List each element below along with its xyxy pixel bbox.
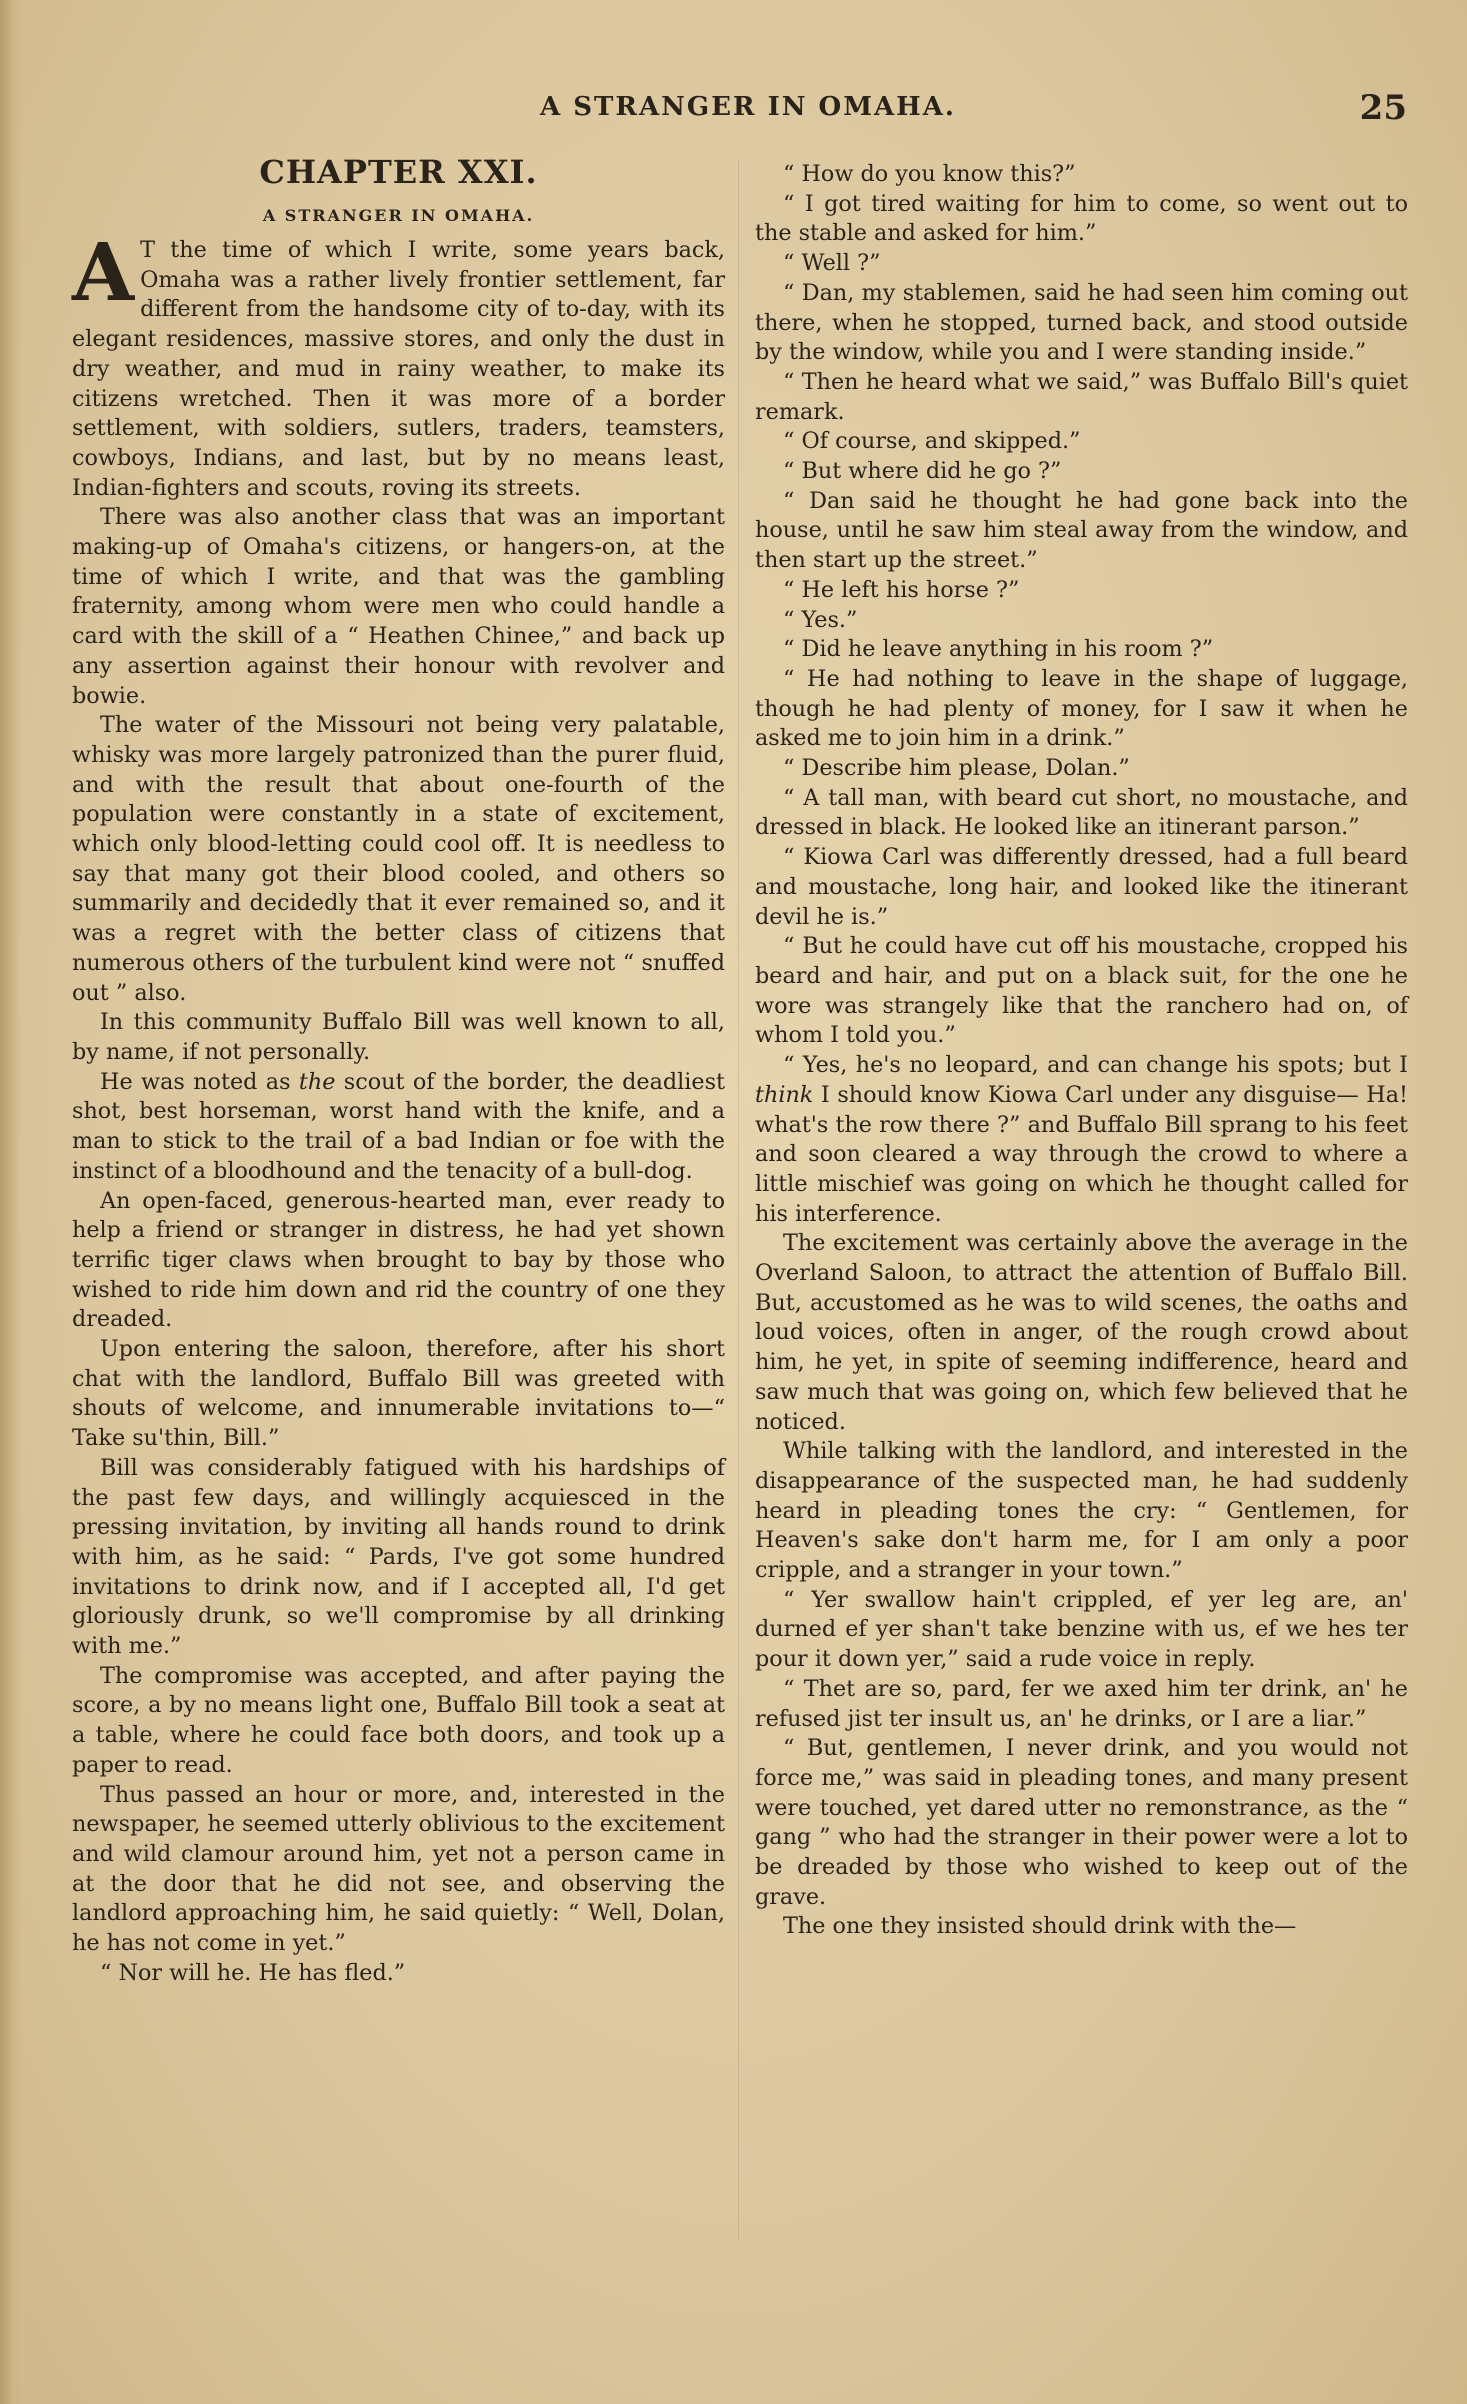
- running-title: A STRANGER IN OMAHA.: [540, 92, 956, 122]
- paragraph: “ But where did he go ?”: [783, 458, 1062, 485]
- left-column: [72, 150, 725, 1988]
- paragraph: “ Nor will he. He has fled.”: [100, 1959, 406, 1986]
- right-column: [755, 160, 1408, 1942]
- paragraph: The water of the Missouri not being very palatable, whisky was more largely patronized than the purer fluid, and with the result that about one-fourth of the population were constantly in a state of excitement, which only blood-letting could cool off. It is needless to say that many got their blood cooled, and others so summarily and decidedly that it ever remained so, and it was a regret with the better class of citizens that numerous others of the turbulent kind were not “ snuffed out ” also.: [72, 712, 725, 1006]
- paragraph: “ He had nothing to leave in the shape of luggage, though he had plenty of money, for I saw it when he asked me to join him in a drink.”: [755, 665, 1408, 752]
- paragraph: “ Did he leave anything in his room ?”: [783, 636, 1214, 663]
- paragraph: “ But he could have cut off his moustache, cropped his beard and hair, and put on a black suit, for the one he wore was strangely like that the ranchero had on, of whom I told you.”: [755, 933, 1408, 1049]
- paragraph: “ Dan, my stablemen, said he had seen him coming out there, when he stopped, turned back, and stood outside by the window, while you and I were standing inside.”: [755, 279, 1408, 366]
- paragraph: The excitement was certainly above the average in the Overland Saloon, to attract the attention of Buffalo Bill. But, accustomed as he was to wild scenes, the oaths and loud voices, often in anger, of the rough crowd about him, he yet, in spite of seeming indifference, heard and saw much that was going on, which few believed that he noticed.: [755, 1230, 1408, 1435]
- paragraph: A T the time of which I write, some years back, Omaha was a rather lively frontier settlement, far different from the handsome city of to-day, with its elegant residences, massive stores, and only the dust in dry weather, and mud in rainy weather, to make its citizens wretched. Then it was more of a border settlement, with soldiers, sutlers, traders, teamsters, cowboys, Indians, and last, but by no means least, Indian-fighters and scouts, roving its streets.: [72, 225, 725, 501]
- emphasis: the: [298, 1068, 336, 1095]
- paragraph: “ Dan said he thought he had gone back into the house, until he saw him steal away from the window, and then start up the street.”: [755, 487, 1408, 574]
- paragraph: Bill was considerably fatigued with his hardships of the past few days, and willingly acquiesced in the pressing invitation, by inviting all hands round to drink with him, as he said: “ Pards, I've got some hundred invitations to drink now, and if I accepted all, I'd get gloriously drunk, so we'll compromise by all drinking with me.”: [72, 1454, 725, 1660]
- paragraph: “ He left his horse ?”: [783, 576, 1020, 603]
- drop-cap: A: [72, 225, 135, 319]
- emphasis: think: [755, 1081, 814, 1108]
- paragraph: “ Yes.”: [783, 606, 858, 633]
- page-spine-shadow: [0, 0, 22, 2404]
- paragraph: “ Thet are so, pard, fer we axed him ter drink, an' he refused jist ter insult us, an' he drinks, or I are a liar.”: [755, 1675, 1408, 1732]
- paragraph: “ A tall man, with beard cut short, no moustache, and dressed in black. He looked like an itinerant parson.”: [755, 784, 1408, 841]
- paragraph: In this community Buffalo Bill was well known to all, by name, if not personally.: [72, 1009, 725, 1065]
- chapter-subtitle: A STRANGER IN OMAHA.: [262, 206, 535, 225]
- running-header: [540, 88, 1407, 132]
- paragraph: He was noted as the scout of the border, the deadliest shot, best horseman, worst hand with the knife, and a man to stick to the trail of a bad Indian or foe with the instinct of a bloodhound and the tenacity of a bull-dog.: [72, 1068, 726, 1184]
- paragraph: The one they insisted should drink with the—: [783, 1913, 1297, 1940]
- paragraph: “ How do you know this?”: [783, 161, 1076, 187]
- chapter-title: CHAPTER XXI.: [259, 153, 538, 191]
- paragraph: “ I got tired waiting for him to come, so went out to the stable and asked for him.”: [755, 190, 1408, 247]
- paragraph: Upon entering the saloon, therefore, after his short chat with the landlord, Buffalo Bill was greeted with shouts of welcome, and innumerable invitations to—“ Take su'thin, Bill.”: [72, 1336, 725, 1452]
- paragraph: “ Then he heard what we said,” was Buffalo Bill's quiet remark.: [755, 368, 1408, 425]
- paragraph: An open-faced, generous-hearted man, ever ready to help a friend or stranger in distress, he had yet shown terrific tiger claws when brought to bay by those who wished to ride him down and rid the country of one they dreaded.: [72, 1187, 725, 1333]
- paragraph: While talking with the landlord, and interested in the disappearance of the suspected man, he had suddenly heard in pleading tones the cry: “ Gentlemen, for Heaven's sake don't harm me, for I am only a poor cripple, and a stranger in your town.”: [755, 1438, 1408, 1584]
- paragraph: There was also another class that was an important making-up of Omaha's citizens, or hangers-on, at the time of which I write, and that was the gambling fraternity, among whom were men who could handle a card with the skill of a “ Heathen Chinee,” and back up any assertion against their honour with revolver and bowie.: [72, 504, 725, 709]
- paragraph: “ But, gentlemen, I never drink, and you would not force me,” was said in pleading tones, and many present were touched, yet dared utter no remonstrance, as the “ gang ” who had the stranger in their power were a lot to be dreaded by those who wished to keep out of the grave.: [755, 1735, 1408, 1910]
- paragraph: “ Describe him please, Dolan.”: [783, 755, 1130, 782]
- paragraph: “ Of course, and skipped.”: [783, 428, 1081, 455]
- column-gutter: [738, 160, 739, 2240]
- paragraph: The compromise was accepted, and after paying the score, a by no means light one, Buffalo Bill took a seat at a table, where he could face both doors, and took up a paper to read.: [72, 1662, 725, 1778]
- paragraph: “ Well ?”: [783, 250, 881, 277]
- paragraph: “ Yes, he's no leopard, and can change his spots; but I think I should know Kiowa Carl under any disguise— Ha! what's the row there ?” and Buffalo Bill sprang to his feet and soon cleared a way through the crowd to where a little mischief was going on which he thought called for his interference.: [755, 1052, 1408, 1227]
- paragraph: “ Yer swallow hain't crippled, ef yer leg are, an' durned ef yer shan't take benzine with us, ef we hes ter pour it down yer,” said a rude voice in reply.: [755, 1586, 1408, 1673]
- paragraph: “ Kiowa Carl was differently dressed, had a full beard and moustache, long hair, and looked like the itinerant devil he is.”: [755, 844, 1408, 930]
- paragraph: Thus passed an hour or more, and, interested in the newspaper, he seemed utterly oblivious to the excitement and wild clamour around him, yet not a person came in at the door that he did not see, and observing the landlord approaching him, he said quietly: “ Well, Dolan, he has not come in yet.”: [72, 1781, 725, 1957]
- page-number: 25: [1359, 88, 1407, 128]
